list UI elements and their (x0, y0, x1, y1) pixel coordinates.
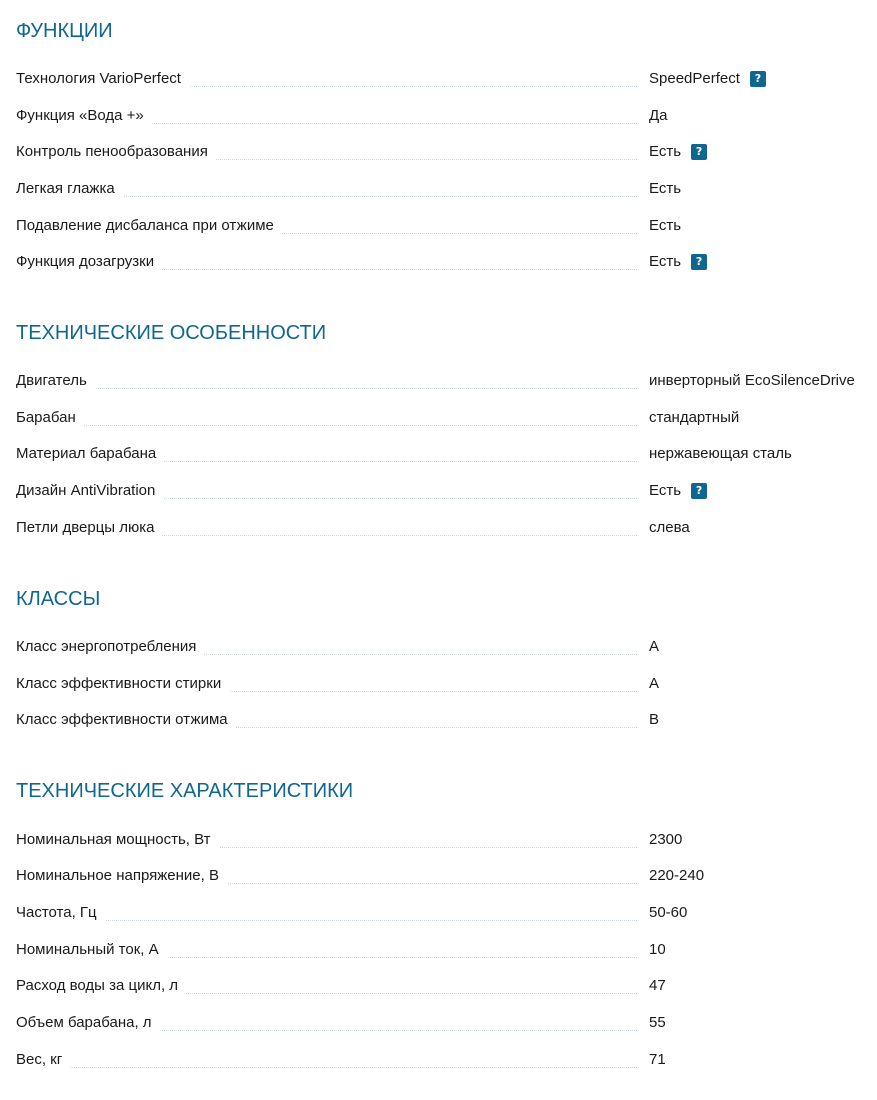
help-icon[interactable]: ? (691, 254, 707, 270)
spec-label: Технология VarioPerfect (16, 69, 189, 89)
spec-label: Двигатель (16, 371, 95, 391)
spec-value (649, 903, 687, 923)
spec-value-text: B (649, 711, 660, 728)
spec-value (649, 216, 681, 236)
spec-label: Подавление дисбаланса при отжиме (16, 216, 282, 236)
spec-row (16, 518, 877, 542)
spec-label: Функция «Вода +» (16, 106, 152, 126)
spec-label: Функция дозагрузки (16, 252, 162, 272)
spec-row (16, 903, 877, 927)
spec-row (16, 976, 877, 1000)
spec-value (649, 976, 666, 996)
spec-value-text: 2300 (649, 831, 683, 848)
spec-row (16, 1050, 877, 1074)
spec-row (16, 252, 877, 276)
help-icon[interactable]: ? (691, 144, 707, 160)
spec-label: Класс эффективности стирки (16, 674, 229, 694)
spec-row (16, 179, 877, 203)
help-icon[interactable]: ? (691, 483, 707, 499)
spec-value-text: нержавеющая сталь (649, 445, 792, 462)
spec-value (649, 940, 666, 960)
spec-row (16, 1013, 877, 1037)
spec-value (649, 710, 659, 730)
help-icon[interactable]: ? (750, 71, 766, 87)
spec-label: Класс эффективности отжима (16, 710, 236, 730)
spec-value (649, 637, 659, 657)
spec-value (649, 179, 681, 199)
section-title: ТЕХНИЧЕСКИЕ ХАРАКТЕРИСТИКИ (16, 780, 354, 802)
spec-value-text: Есть (649, 180, 682, 197)
spec-label: Объем барабана, л (16, 1013, 160, 1033)
spec-value-text: A (649, 638, 660, 655)
spec-label: Номинальная мощность, Вт (16, 830, 219, 850)
spec-label: Номинальный ток, А (16, 940, 167, 960)
spec-label: Контроль пенообразования (16, 142, 216, 162)
spec-label: Расход воды за цикл, л (16, 976, 186, 996)
spec-label: Петли дверцы люка (16, 518, 162, 538)
dotted-leader (16, 388, 637, 389)
spec-value-text: Да (649, 107, 668, 124)
spec-row (16, 481, 877, 505)
spec-value-text: Есть (649, 253, 682, 270)
spec-value-text: 10 (649, 941, 666, 958)
spec-row (16, 142, 877, 166)
spec-row (16, 674, 877, 698)
spec-row (16, 710, 877, 734)
spec-value-text: 55 (649, 1014, 666, 1031)
spec-value-text: Есть (649, 217, 682, 234)
spec-value (649, 408, 739, 428)
spec-label: Класс энергопотребления (16, 637, 204, 657)
spec-value (649, 866, 704, 886)
dotted-leader (16, 425, 637, 426)
spec-value (649, 69, 766, 89)
spec-value-text: 71 (649, 1051, 666, 1068)
spec-value (649, 252, 707, 272)
dotted-leader (16, 920, 637, 921)
spec-row (16, 371, 877, 395)
spec-value (649, 106, 668, 126)
spec-value (649, 518, 690, 538)
spec-label: Дизайн AntiVibration (16, 481, 163, 501)
spec-label: Материал барабана (16, 444, 164, 464)
spec-value-text: стандартный (649, 409, 740, 426)
spec-row (16, 216, 877, 240)
spec-row (16, 69, 877, 93)
spec-value (649, 674, 659, 694)
dotted-leader (16, 1067, 637, 1068)
spec-label: Номинальное напряжение, В (16, 866, 227, 886)
spec-row (16, 637, 877, 661)
spec-value (649, 830, 682, 850)
spec-value-text: 220-240 (649, 867, 705, 884)
spec-row (16, 106, 877, 130)
spec-row (16, 830, 877, 854)
spec-value-text: 50-60 (649, 904, 688, 921)
spec-label: Частота, Гц (16, 903, 105, 923)
spec-value-text: инверторный EcoSilenceDrive (649, 372, 855, 389)
spec-value (649, 444, 792, 464)
spec-value-text: слева (649, 519, 690, 536)
spec-row (16, 940, 877, 964)
spec-value (649, 371, 855, 391)
section-title: ТЕХНИЧЕСКИЕ ОСОБЕННОСТИ (16, 322, 327, 344)
section-title: ФУНКЦИИ (16, 20, 113, 42)
spec-label: Барабан (16, 408, 84, 428)
spec-value-text: Есть (649, 143, 682, 160)
spec-value-text: SpeedPerfect (649, 70, 740, 87)
spec-value (649, 1050, 666, 1070)
spec-row (16, 866, 877, 890)
spec-value-text: A (649, 675, 660, 692)
spec-value-text: 47 (649, 977, 666, 994)
spec-label: Легкая глажка (16, 179, 123, 199)
spec-value (649, 1013, 666, 1033)
spec-value (649, 142, 707, 162)
spec-label: Вес, кг (16, 1050, 70, 1070)
spec-value (649, 481, 707, 501)
section-title: КЛАССЫ (16, 588, 101, 610)
spec-row (16, 408, 877, 432)
spec-row (16, 444, 877, 468)
spec-value-text: Есть (649, 482, 682, 499)
